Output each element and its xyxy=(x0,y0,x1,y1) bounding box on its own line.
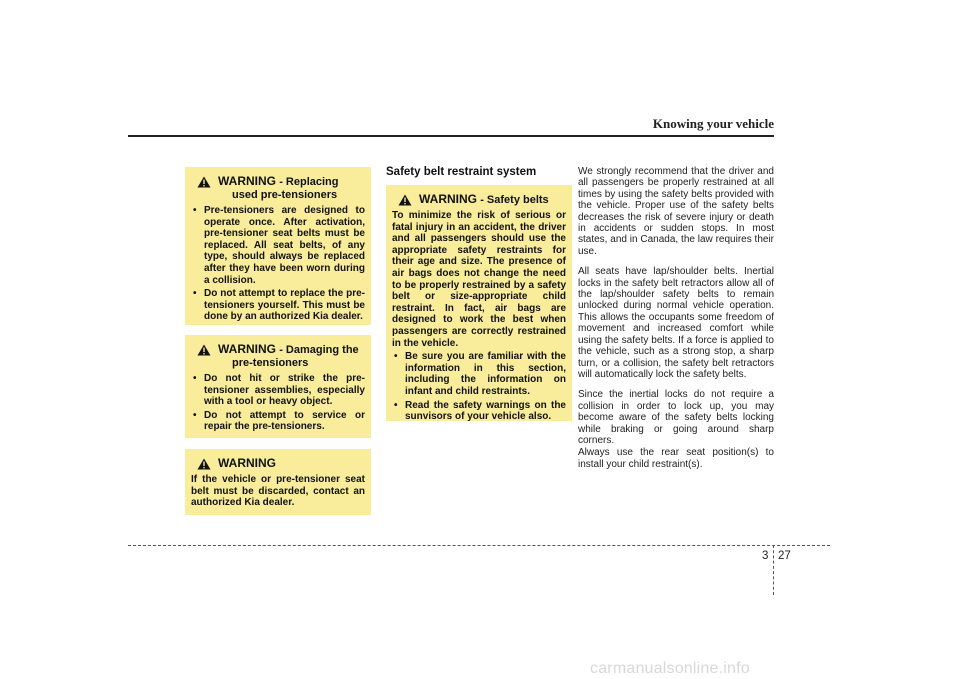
body-paragraph: All seats have lap/shoulder belts. Inertial locks in the safety belt retractors allow all of the lap/shoulder safety belts to remain unlocked during normal vehicle operation. This allows the occupants some freedom of movement and increased comfort while using the safety belts. If a force is applied to the vehicle, such as a strong stop, a sharp turn, or a collision, the safety belt retractors will automatically lock the safety belts. xyxy=(578,266,774,380)
warning-title xyxy=(218,175,339,202)
warning-triangle-icon xyxy=(197,176,211,188)
body-text xyxy=(578,166,774,479)
page-number: 27 xyxy=(778,550,791,562)
warning-triangle-icon xyxy=(197,344,211,356)
warning-text: If the vehicle or pre-tensioner seat belt must be discarded, contact an authorized Kia dealer. xyxy=(191,474,365,509)
warning-replacing-pretensioners xyxy=(185,167,371,325)
warning-discard xyxy=(185,449,371,515)
warning-subtitle-line2: used pre-tensioners xyxy=(232,189,338,201)
warning-safety-belts xyxy=(386,185,572,421)
list-item: • Pre-tensioners are designed to operate once. After activation, pre-tensioner seat belts must be replaced. All seat belts, of any type, should always be replaced after they have been worn during a collision. xyxy=(191,205,365,286)
list-item: • Do not attempt to replace the pre-tensioners yourself. This must be done by an authorized Kia dealer. xyxy=(191,288,365,323)
body-paragraph: Since the inertial locks do not require a collision in order to lock up, you may become aware of the safety belts locking while braking or going around sharp corners. xyxy=(578,389,774,446)
warning-header xyxy=(197,343,365,370)
warning-label: WARNING xyxy=(218,174,276,188)
header-title: Knowing your vehicle xyxy=(652,116,774,131)
warning-header xyxy=(398,193,566,207)
warning-label: WARNING xyxy=(218,342,276,356)
warning-damaging-pretensioners xyxy=(185,335,371,438)
warning-subtitle: - Damaging the xyxy=(279,344,359,356)
warning-list xyxy=(191,205,365,323)
warning-triangle-icon xyxy=(197,458,211,470)
footer-rule xyxy=(128,545,830,546)
warning-title xyxy=(419,193,549,207)
warning-header xyxy=(197,457,365,471)
warning-triangle-icon xyxy=(398,194,412,206)
list-item: • Do not attempt to service or repair the pre-tensioners. xyxy=(191,410,365,433)
header-rule xyxy=(128,135,774,137)
warning-header xyxy=(197,175,365,202)
warning-subtitle: - Safety belts xyxy=(480,194,549,206)
warning-title xyxy=(218,457,276,471)
warning-subtitle-line2: pre-tensioners xyxy=(232,357,309,369)
warning-subtitle: - Replacing xyxy=(279,176,339,188)
list-item: • Read the safety warnings on the sunvisors of your vehicle also. xyxy=(392,400,566,423)
list-item: • Be sure you are familiar with the information in this section, including the information on infant and child restraints. xyxy=(392,351,566,397)
body-paragraph: Always use the rear seat position(s) to install your child restraint(s). xyxy=(578,447,774,470)
warning-label: WARNING xyxy=(419,192,477,206)
section-title: Safety belt restraint system xyxy=(386,166,537,178)
body-paragraph: We strongly recommend that the driver and all passengers be properly restrained at all times by using the safety belts provided with the vehicle. Proper use of the safety belts decreases the risk of severe injury or death in accidents or sudden stops. In most states, and in Canada, the law requires their use. xyxy=(578,166,774,257)
warning-list xyxy=(191,373,365,433)
warning-text: To minimize the risk of serious or fatal injury in an accident, the driver and all passengers should use the appropriate safety restraints for their age and size. The presence of air bags does not change the need to be properly restrained by a safety belt or size-appropriate child restraint. In fact, air bags are designed to work the best when passengers are correctly restrained in the vehicle. xyxy=(392,210,566,349)
warning-label: WARNING xyxy=(218,456,276,470)
chapter-number: 3 xyxy=(762,550,769,562)
list-item: • Do not hit or strike the pre-tensioner assemblies, especially with a tool or heavy object. xyxy=(191,373,365,408)
warning-list xyxy=(392,351,566,423)
footer-divider xyxy=(773,545,774,595)
watermark: carmanualsonline.info xyxy=(590,660,750,677)
warning-title xyxy=(218,343,359,370)
